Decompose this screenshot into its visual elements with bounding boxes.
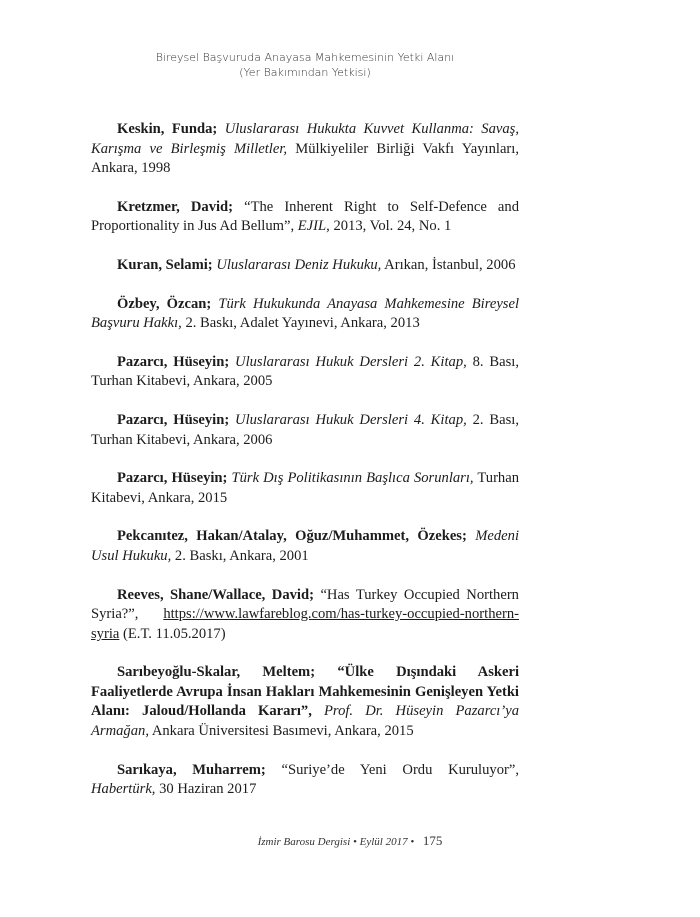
entry-title: Uluslararası Hukukta Kuvvet Kullanma: Savaş, Karışma ve Birleşmiş Milletler,	[91, 121, 519, 157]
entry-article-title: “Suriye’de Yeni Ordu Kuruluyor”,	[281, 761, 519, 778]
entry-title: Medeni Usul Hukuku,	[91, 528, 519, 564]
entry-author: Sarıbeyoğlu-Skalar, Meltem;	[117, 664, 316, 681]
entry-author: Sarıkaya, Muharrem;	[117, 761, 266, 778]
entry-author: Pekcanıtez, Hakan/Atalay, Oğuz/Muhammet, Özekes;	[117, 528, 467, 545]
entry-author: Özbey, Özcan;	[117, 295, 212, 312]
entry-author: Pazarcı, Hüseyin;	[117, 411, 230, 428]
bibliography-entry	[91, 295, 519, 334]
entry-article-title: “Has Turkey Occupied Northern Syria?”,	[91, 586, 519, 623]
entry-publication: 2. Baskı, Ankara, 2001	[174, 547, 309, 564]
entry-title: Türk Hukukunda Anayasa Mahkemesine Bireysel Başvuru Hakkı,	[91, 295, 520, 332]
entry-publication: 2. Baskı, Adalet Yayınevi, Ankara, 2013	[185, 315, 420, 332]
bibliography-entry	[91, 527, 519, 566]
bibliography-entry	[91, 353, 519, 392]
entry-title: Uluslararası Deniz Hukuku,	[216, 256, 382, 273]
entry-access-date: (E.T. 11.05.2017)	[123, 625, 226, 642]
page-footer	[0, 833, 700, 849]
entry-title: Türk Dış Politikasının Başlıca Sorunları,	[231, 470, 474, 487]
footer-publication: İzmir Barosu Dergisi • Eylül 2017 •	[257, 836, 415, 848]
entry-title: Uluslararası Hukuk Dersleri 2. Kitap,	[235, 353, 467, 370]
bibliography-entry	[91, 120, 519, 179]
entry-journal: EJIL,	[297, 218, 330, 235]
page-number: 175	[422, 833, 443, 848]
entry-publication: Arıkan, İstanbul, 2006	[384, 256, 516, 273]
entry-publication: 2013, Vol. 24, No. 1	[333, 218, 452, 235]
entry-book-title: Prof. Dr. Hüseyin Pazarcı’ya Armağan,	[91, 703, 519, 740]
entry-author: Pazarcı, Hüseyin;	[117, 470, 228, 487]
entry-publication: 2. Bası, Turhan Kitabevi, Ankara, 2006	[91, 411, 519, 448]
bibliography-entry	[91, 469, 519, 508]
bibliography-entry	[91, 663, 519, 741]
entry-author: Kretzmer, David;	[117, 198, 234, 215]
entry-source: Habertürk,	[91, 781, 156, 798]
entry-author: Reeves, Shane/Wallace, David;	[117, 586, 314, 603]
bibliography-entry	[91, 761, 519, 800]
bibliography-entry	[91, 411, 519, 450]
entry-author: Pazarcı, Hüseyin;	[117, 353, 230, 370]
running-header-title: Bireysel Başvuruda Anayasa Mahkemesinin Yetki Alanı	[155, 51, 455, 64]
bibliography-list	[91, 120, 519, 819]
entry-title: Uluslararası Hukuk Dersleri 4. Kitap,	[235, 411, 467, 428]
entry-date: 30 Haziran 2017	[159, 781, 257, 798]
bibliography-entry	[91, 198, 519, 237]
entry-author: Kuran, Selami;	[117, 256, 213, 273]
bibliography-entry	[91, 586, 519, 645]
running-header	[150, 50, 460, 80]
entry-article-title: “The Inherent Right to Self-Defence and Proportionality in Jus Ad Bellum”,	[91, 198, 519, 235]
entry-publication: 8. Bası, Turhan Kitabevi, Ankara, 2005	[91, 353, 519, 390]
entry-publication: Ankara Üniversitesi Basımevi, Ankara, 2015	[151, 723, 414, 740]
entry-author: Keskin, Funda;	[117, 121, 218, 137]
entry-publication: Turhan Kitabevi, Ankara, 2015	[91, 470, 520, 506]
entry-article-title: “Ülke Dışındaki Askeri Faaliyetlerde Avrupa İnsan Hakları Mahkemesinin Genişleyen Yetki Alanı: Jaloud/Hollanda Kararı”,	[91, 664, 519, 720]
entry-publication: Mülkiyeliler Birliği Vakfı Yayınları, Ankara, 1998	[91, 140, 519, 177]
bibliography-entry	[91, 256, 519, 276]
running-header-subtitle: (Yer Bakımından Yetkisi)	[239, 66, 371, 79]
entry-url-link[interactable]: https://www.lawfareblog.com/has-turkey-occupied-northern-syria	[91, 606, 519, 642]
